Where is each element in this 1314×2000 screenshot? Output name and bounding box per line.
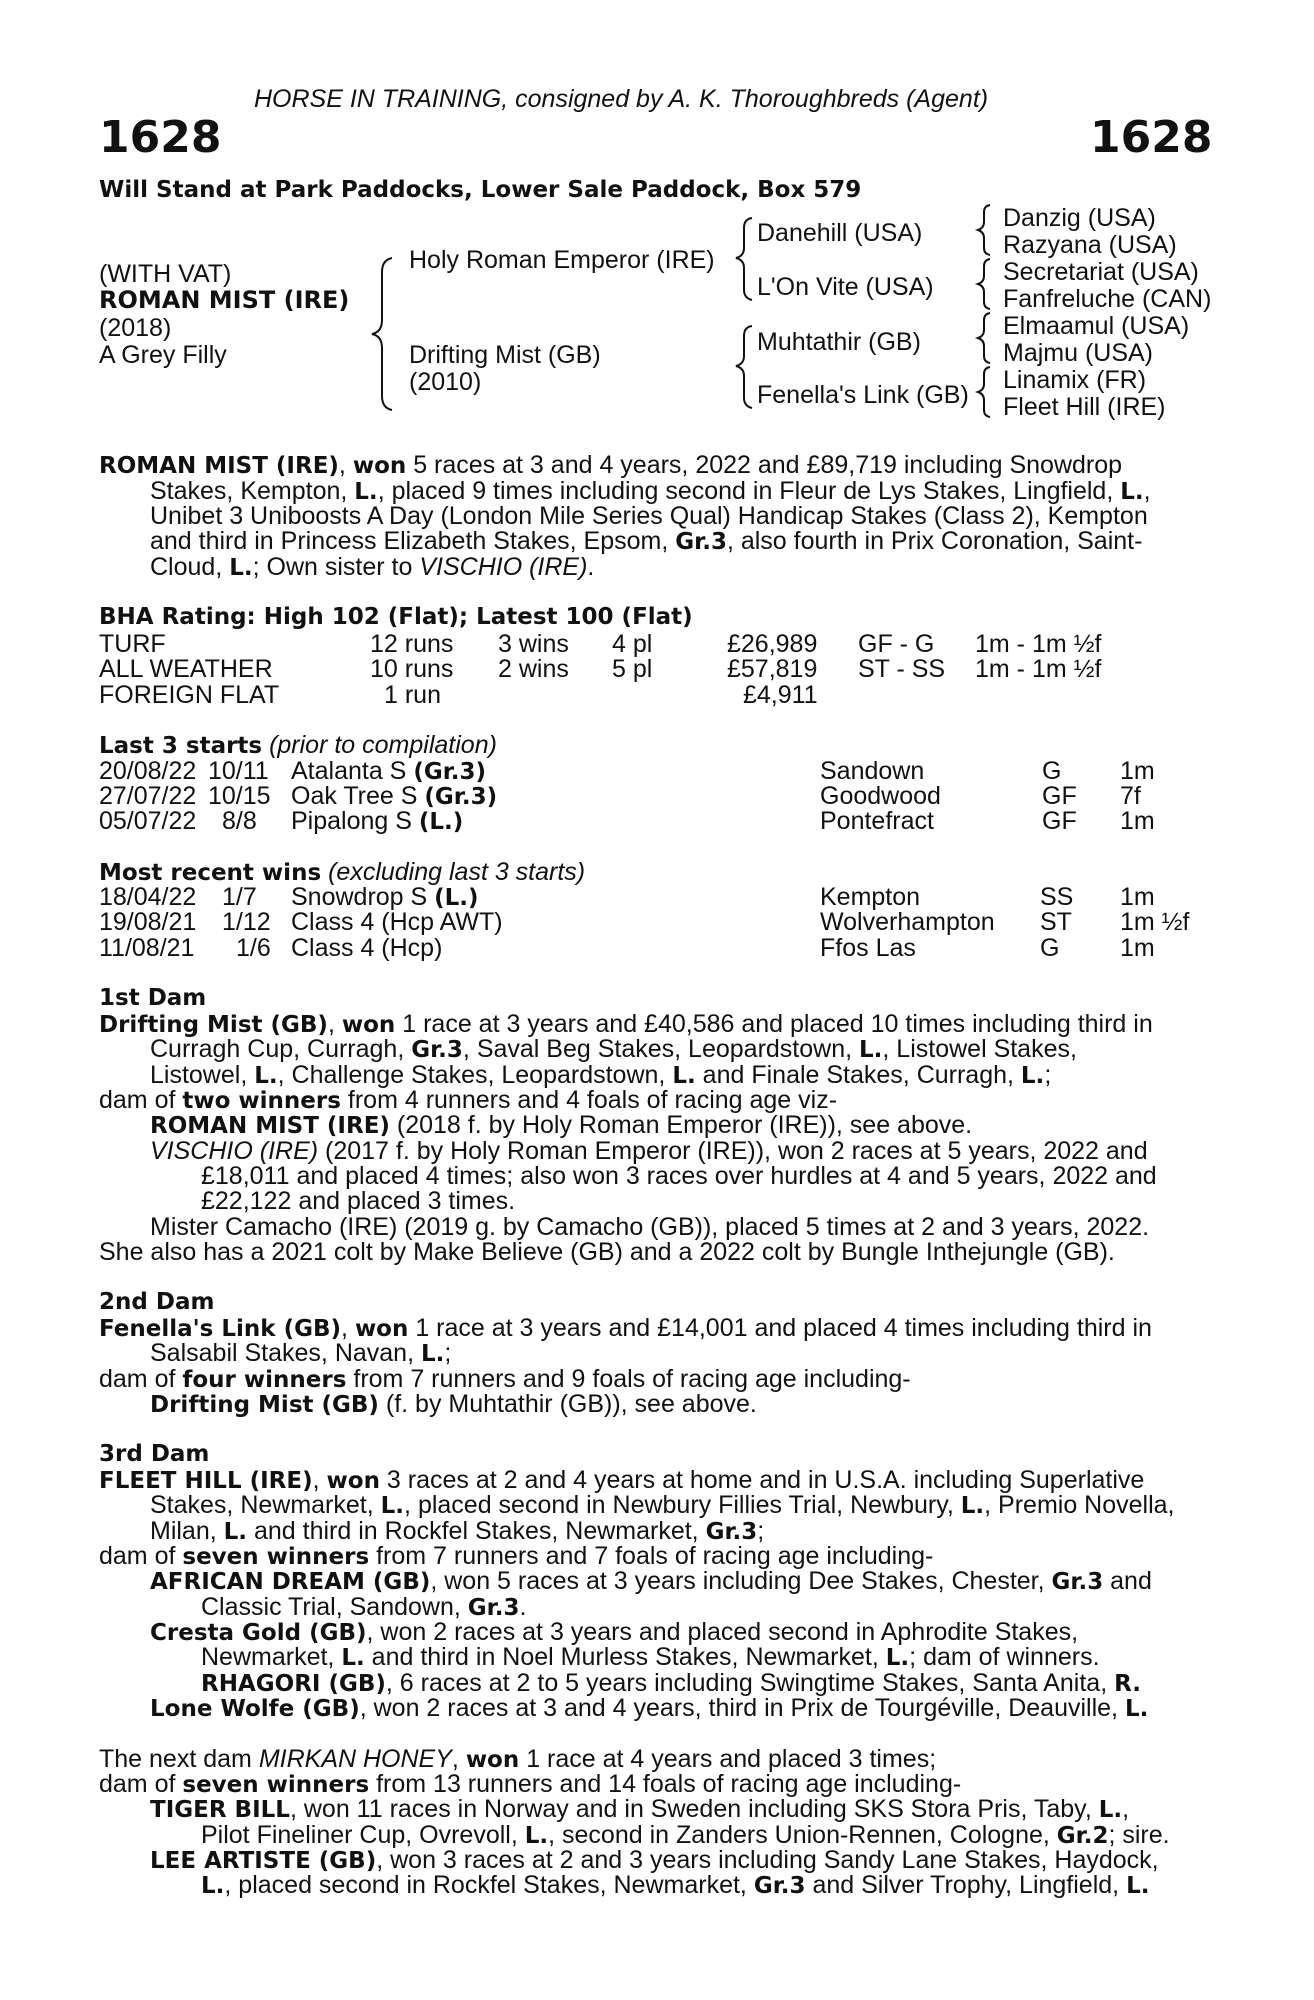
- course: Pontefract: [820, 807, 934, 835]
- pedigree-sire-dam: L'On Vite (USA): [757, 273, 934, 301]
- text: Listowel,: [150, 1061, 255, 1089]
- text: Mister Camacho (IRE) (2019 g. by Camacho (GB)), placed 5 times at 2 and 3 years, 2022.: [150, 1213, 1150, 1241]
- grade: Gr.3: [675, 529, 727, 555]
- text-line: [150, 1694, 1148, 1723]
- text: , Challenge Stakes, Leopardstown,: [277, 1061, 673, 1089]
- race-name: Class 4 (Hcp AWT): [291, 908, 503, 936]
- grade: L.: [420, 1341, 445, 1367]
- grade: L.: [1098, 1797, 1123, 1823]
- grade: L.: [960, 1493, 985, 1519]
- going: ST: [1040, 908, 1072, 936]
- won-label: won: [354, 1316, 409, 1342]
- pedigree-sss: Danzig (USA): [1003, 204, 1156, 232]
- text: ,: [451, 1745, 466, 1773]
- heading-italic: (excluding last 3 starts): [321, 858, 586, 886]
- grade: L.: [1020, 1063, 1045, 1089]
- text-line: [201, 1871, 1149, 1900]
- going: GF: [1042, 807, 1077, 835]
- text: , placed second in Rockfel Stakes, Newmarket,: [224, 1871, 754, 1899]
- date: 11/08/21: [99, 934, 195, 962]
- date: 19/08/21: [99, 908, 197, 936]
- produce-name: Drifting Mist (GB): [150, 1392, 379, 1418]
- produce-name: ROMAN MIST (IRE): [150, 1113, 390, 1139]
- won-label: won: [352, 453, 407, 479]
- text: , won 5 races at 3 years including Dee Stakes, Chester,: [430, 1567, 1052, 1595]
- going: SS: [1040, 883, 1074, 911]
- pedigree-dss: Elmaamul (USA): [1003, 312, 1190, 340]
- wins: 2 wins: [498, 655, 569, 683]
- position: 1/12: [222, 908, 271, 936]
- going: G: [1040, 934, 1060, 962]
- date: 27/07/22: [99, 782, 197, 810]
- horse-name-bold: ROMAN MIST (IRE): [99, 453, 339, 479]
- race: [291, 934, 442, 963]
- stand-location: Will Stand at Park Paddocks, Lower Sale Paddock, Box 579: [99, 177, 862, 203]
- won-label: won: [465, 1747, 520, 1773]
- third-dam-heading: 3rd Dam: [99, 1441, 210, 1467]
- text: 1 race at 3 years and £40,586 and placed 10 times including third in: [395, 1010, 1153, 1038]
- placed: 5 pl: [612, 655, 653, 683]
- text-line: [150, 1111, 972, 1140]
- heading-bold: Last 3 starts: [99, 733, 263, 759]
- prize: £57,819: [727, 655, 818, 683]
- produce-name: VISCHIO (IRE): [150, 1137, 319, 1165]
- text-line: [150, 1390, 757, 1419]
- horse-year: (2018): [99, 314, 172, 342]
- produce-name: Cresta Gold (GB): [150, 1620, 367, 1646]
- second-dam-heading: 2nd Dam: [99, 1289, 215, 1315]
- text: ,: [1143, 477, 1151, 505]
- prize: £4,911: [743, 681, 818, 709]
- runs: 1 run: [384, 681, 441, 709]
- sibling-name: VISCHIO (IRE): [419, 553, 588, 581]
- summary-line: [150, 553, 594, 582]
- going: G: [1042, 757, 1062, 785]
- lot-number-right: 1628: [1090, 112, 1213, 163]
- date: 05/07/22: [99, 807, 197, 835]
- surface: TURF: [99, 630, 166, 658]
- produce-name: TIGER BILL: [150, 1797, 290, 1823]
- grade: L.: [524, 1823, 549, 1849]
- text-line: [201, 1187, 515, 1216]
- text: ;: [444, 1339, 452, 1367]
- pedigree-sire: Holy Roman Emperor (IRE): [409, 246, 715, 274]
- distance: 1m - 1m ½f: [975, 630, 1102, 658]
- heading-bold: Most recent wins: [99, 860, 322, 886]
- text: 1 race at 4 years and placed 3 times;: [519, 1745, 937, 1773]
- text: ; dam of winners.: [909, 1643, 1100, 1671]
- position: 10/11: [208, 757, 269, 785]
- text: , won 2 races at 3 and 4 years, third in Prix de Tourgéville, Deauville,: [359, 1694, 1125, 1722]
- text: and third in Noel Murless Stakes, Newmarket,: [364, 1643, 886, 1671]
- race-name: Pipalong S: [291, 807, 419, 835]
- winners-count: seven winners: [182, 1772, 370, 1798]
- distance: 1m: [1120, 807, 1155, 835]
- text: 1 race at 3 years and £14,001 and placed 4 times including third in: [408, 1314, 1152, 1342]
- text: 3 races at 2 and 4 years at home and in U.S.A. including Superlative: [379, 1466, 1145, 1494]
- text: ,: [312, 1466, 327, 1494]
- distance: 1m: [1120, 934, 1155, 962]
- grade: (L.): [434, 885, 479, 911]
- text: (f. by Muhtathir (GB)), see above.: [378, 1390, 757, 1418]
- grade: L.: [254, 1063, 278, 1089]
- grade: L.: [885, 1645, 910, 1671]
- text: Salsabil Stakes, Navan,: [150, 1339, 421, 1367]
- surface: FOREIGN FLAT: [99, 681, 280, 709]
- pedigree-sdd: Fanfreluche (CAN): [1003, 285, 1212, 313]
- pedigree-dam: Drifting Mist (GB): [409, 341, 601, 369]
- grade: L.: [229, 555, 253, 581]
- runs: 10 runs: [370, 655, 454, 683]
- text: Stakes, Kempton,: [150, 477, 355, 505]
- text-line: [150, 1035, 1077, 1064]
- grade: L.: [1126, 1873, 1150, 1899]
- grade: Gr.3: [411, 1037, 463, 1063]
- grade: L.: [1124, 1696, 1149, 1722]
- pedigree-ddd: Fleet Hill (IRE): [1003, 393, 1166, 421]
- distance: 1m: [1120, 883, 1155, 911]
- text: and third in Rockfel Stakes, Newmarket,: [247, 1517, 706, 1545]
- text: ,: [338, 451, 353, 479]
- winners-count: two winners: [182, 1088, 341, 1114]
- grade: L.: [672, 1063, 696, 1089]
- going: GF: [1042, 782, 1077, 810]
- text: and: [1103, 1567, 1152, 1595]
- grade: L.: [354, 479, 378, 505]
- race-name: Class 4 (Hcp): [291, 934, 443, 962]
- text: 5 races at 3 and 4 years, 2022 and £89,719 including Snowdrop: [406, 451, 1123, 479]
- wins: 3 wins: [498, 630, 569, 658]
- heading-italic: (prior to compilation): [262, 731, 497, 759]
- race: [291, 807, 463, 836]
- text: , won 11 races in Norway and in Sweden including SKS Stora Pris, Taby,: [289, 1795, 1099, 1823]
- dam-name: Drifting Mist (GB): [99, 1012, 328, 1038]
- dam-name: MIRKAN HONEY: [258, 1745, 452, 1773]
- page-title: HORSE IN TRAINING, consigned by A. K. Thoroughbreds (Agent): [254, 85, 989, 113]
- grade: Gr.3: [467, 1595, 520, 1621]
- course: Ffos Las: [820, 934, 916, 962]
- text: ,: [1122, 1795, 1130, 1823]
- text: £18,011 and placed 4 times; also won 3 races over hurdles at 4 and 5 years, 2022 and: [201, 1162, 1157, 1190]
- text: and Silver Trophy, Lingfield,: [805, 1871, 1127, 1899]
- text: , second in Zanders Union-Rennen, Cologne,: [548, 1821, 1057, 1849]
- position: 10/15: [208, 782, 271, 810]
- grade: L.: [201, 1873, 225, 1899]
- summary-line: [150, 527, 1142, 556]
- pedigree-dam-sire: Muhtathir (GB): [757, 328, 921, 356]
- text: She also has a 2021 colt by Make Believe (GB) and a 2022 colt by Bungle Inthejungle (GB).: [99, 1238, 1115, 1266]
- text: and third in Princess Elizabeth Stakes, Epsom,: [150, 527, 676, 555]
- text: ;: [1044, 1061, 1052, 1089]
- grade: L.: [859, 1037, 883, 1063]
- text: ,: [327, 1010, 342, 1038]
- distance: 7f: [1120, 782, 1141, 810]
- horse-name: ROMAN MIST (IRE): [99, 286, 350, 314]
- text: dam of: [99, 1542, 183, 1570]
- text: , placed second in Newbury Fillies Trial, Newbury,: [404, 1491, 961, 1519]
- text: Milan,: [150, 1517, 224, 1545]
- text: from 13 runners and 14 foals of racing age including-: [369, 1770, 962, 1798]
- text: ,: [341, 1314, 355, 1342]
- distance: 1m: [1120, 757, 1155, 785]
- text-line: [150, 1339, 451, 1368]
- grade: L.: [341, 1645, 365, 1671]
- grade: Gr.3: [753, 1873, 806, 1899]
- grade: Gr.3: [705, 1519, 758, 1545]
- going: GF - G: [858, 630, 935, 658]
- text: Newmarket,: [201, 1643, 342, 1671]
- text: (2018 f. by Holy Roman Emperor (IRE)), see above.: [389, 1111, 973, 1139]
- text: The next dam: [99, 1745, 259, 1773]
- won-label: won: [326, 1468, 380, 1494]
- grade: L.: [1120, 479, 1144, 505]
- text: dam of: [99, 1086, 183, 1114]
- pedigree-dam-dam: Fenella's Link (GB): [757, 381, 969, 409]
- text: from 4 runners and 4 foals of racing age viz-: [340, 1086, 838, 1114]
- text: from 7 runners and 7 foals of racing age including-: [369, 1542, 934, 1570]
- text: , won 2 races at 3 years and placed second in Aphrodite Stakes,: [366, 1618, 1079, 1646]
- pedigree-sire-sire: Danehill (USA): [757, 219, 923, 247]
- text: .: [587, 553, 595, 581]
- winners-count: four winners: [182, 1367, 347, 1393]
- text: ;: [757, 1517, 765, 1545]
- grade: (L.): [418, 809, 464, 835]
- winners-count: seven winners: [182, 1544, 370, 1570]
- dam-name: FLEET HILL (IRE): [99, 1468, 313, 1494]
- grade: (Gr.3): [413, 759, 487, 785]
- course: Sandown: [820, 757, 925, 785]
- text: Stakes, Newmarket,: [150, 1491, 381, 1519]
- text-line: [150, 1795, 1129, 1824]
- course: Kempton: [820, 883, 921, 911]
- text: Classic Trial, Sandown,: [201, 1593, 468, 1621]
- text: .: [519, 1593, 527, 1621]
- surface: ALL WEATHER: [99, 655, 273, 683]
- course: Goodwood: [820, 782, 941, 810]
- text: dam of: [99, 1770, 183, 1798]
- horse-description: A Grey Filly: [99, 341, 227, 369]
- produce-name: LEE ARTISTE (GB): [150, 1848, 377, 1874]
- first-dam-heading: 1st Dam: [99, 985, 207, 1011]
- race-name: Oak Tree S: [291, 782, 425, 810]
- pedigree-sds: Secretariat (USA): [1003, 258, 1199, 286]
- text: Unibet 3 Uniboosts A Day (London Mile Series Qual) Handicap Stakes (Class 2), Kempton: [150, 502, 1148, 530]
- grade: L.: [223, 1519, 248, 1545]
- text: , Saval Beg Stakes, Leopardstown,: [462, 1035, 859, 1063]
- course: Wolverhampton: [820, 908, 995, 936]
- grade: R.: [1114, 1671, 1141, 1697]
- text: dam of: [99, 1365, 183, 1393]
- race-name: Atalanta S: [291, 757, 414, 785]
- text: , won 3 races at 2 and 3 years including Sandy Lane Stakes, Haydock,: [376, 1846, 1159, 1874]
- grade: L.: [380, 1493, 405, 1519]
- text: , placed 9 times including second in Fleur de Lys Stakes, Lingfield,: [377, 477, 1121, 505]
- position: 8/8: [222, 807, 257, 835]
- text-line: [99, 1238, 1115, 1267]
- grade: Gr.2: [1056, 1823, 1109, 1849]
- text: , Listowel Stakes,: [882, 1035, 1077, 1063]
- last3-heading: [99, 731, 497, 760]
- text: ; Own sister to: [252, 553, 420, 581]
- text: , also fourth in Prix Coronation, Saint-: [726, 527, 1143, 555]
- position: 1/7: [222, 883, 257, 911]
- placed: 4 pl: [612, 630, 653, 658]
- bha-rating-heading: BHA Rating: High 102 (Flat); Latest 100 (Flat): [99, 604, 693, 630]
- produce-name: AFRICAN DREAM (GB): [150, 1569, 431, 1595]
- pedigree-dam-year: (2010): [409, 368, 482, 396]
- text: (2017 f. by Holy Roman Emperor (IRE)), won 2 races at 5 years, 2022 and: [318, 1137, 1148, 1165]
- text: from 7 runners and 9 foals of racing age including-: [346, 1365, 911, 1393]
- text-line: [150, 1567, 1152, 1596]
- runs: 12 runs: [370, 630, 454, 658]
- date: 18/04/22: [99, 883, 197, 911]
- text: Pilot Fineliner Cup, Ovrevoll,: [201, 1821, 525, 1849]
- date: 20/08/22: [99, 757, 197, 785]
- summary-line: [99, 451, 1122, 480]
- pedigree-dsd: Majmu (USA): [1003, 339, 1154, 367]
- text: ; sire.: [1108, 1821, 1170, 1849]
- distance: 1m - 1m ½f: [975, 655, 1102, 683]
- text: , 6 races at 2 to 5 years including Swingtime Stakes, Santa Anita,: [385, 1669, 1115, 1697]
- pedigree-dds: Linamix (FR): [1003, 366, 1147, 394]
- text: Curragh Cup, Curragh,: [150, 1035, 412, 1063]
- text: and Finale Stakes, Curragh,: [695, 1061, 1021, 1089]
- lot-number-left: 1628: [99, 112, 222, 163]
- text: Cloud,: [150, 553, 230, 581]
- dam-name: Fenella's Link (GB): [99, 1316, 342, 1342]
- race-name: Snowdrop S: [291, 883, 435, 911]
- produce-name: Lone Wolfe (GB): [150, 1696, 360, 1722]
- prize: £26,989: [727, 630, 818, 658]
- vat-note: (WITH VAT): [99, 260, 232, 288]
- text-line: [150, 1491, 1175, 1520]
- race: [291, 908, 503, 937]
- produce-name: RHAGORI (GB): [201, 1671, 386, 1697]
- going: ST - SS: [858, 655, 946, 683]
- pedigree-ssd: Razyana (USA): [1003, 231, 1177, 259]
- distance: 1m ½f: [1120, 908, 1190, 936]
- text: , Premio Novella,: [984, 1491, 1175, 1519]
- grade: (Gr.3): [424, 784, 498, 810]
- grade: Gr.3: [1051, 1569, 1104, 1595]
- position: 1/6: [236, 934, 271, 962]
- won-label: won: [341, 1012, 396, 1038]
- text: £22,122 and placed 3 times.: [201, 1187, 516, 1215]
- text-line: [201, 1643, 1100, 1672]
